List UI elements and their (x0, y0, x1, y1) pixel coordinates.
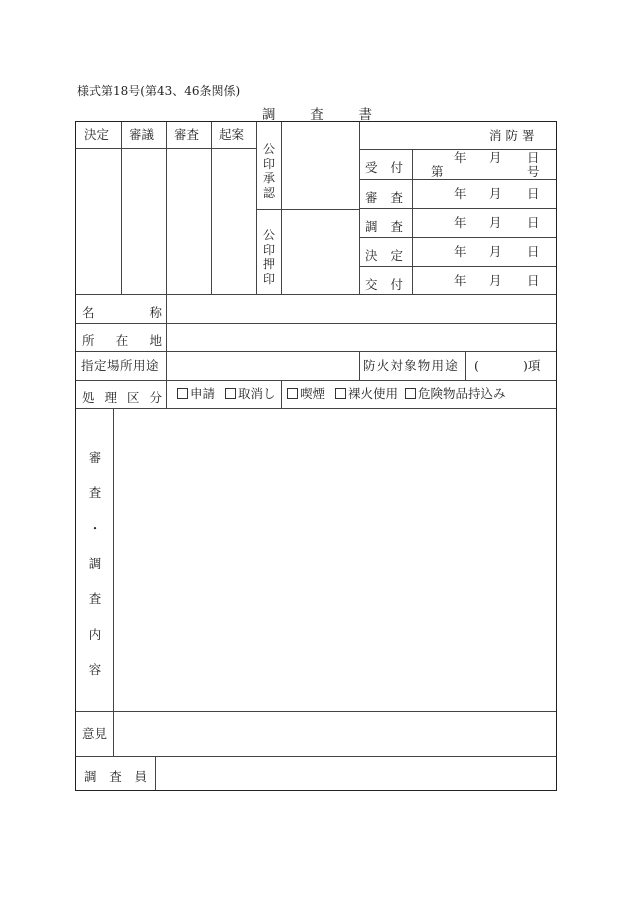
issuance-label: 交 付 (365, 277, 403, 292)
rule (359, 237, 556, 238)
investigation-month: 月 (489, 215, 502, 230)
review-month: 月 (489, 186, 502, 201)
option-smoking[interactable]: 喫煙 (287, 388, 325, 401)
decision-day: 日 (527, 244, 540, 259)
checkbox-icon[interactable] (225, 388, 236, 399)
rule (76, 323, 556, 324)
decision-month: 月 (489, 244, 502, 259)
content-area[interactable] (114, 409, 554, 710)
title-char: 調 (262, 107, 276, 123)
option-hazardous[interactable]: 危険物品持込み (405, 388, 506, 401)
rule (359, 179, 556, 180)
approval-header-deliberation: 審議 (129, 127, 155, 142)
checkbox-icon[interactable] (177, 388, 188, 399)
investigation-label: 調 査 (365, 219, 403, 234)
rule (256, 122, 257, 294)
option-open-fire[interactable]: 裸火使用 (335, 388, 398, 401)
rule (412, 149, 413, 294)
name-label: 名 称 (82, 305, 162, 320)
document-title (262, 103, 372, 123)
location-label: 所 在 地 (82, 333, 162, 348)
investigation-year: 年 (454, 215, 467, 230)
checkbox-icon[interactable] (287, 388, 298, 399)
rule (211, 122, 212, 294)
rule (76, 380, 556, 381)
review-day: 日 (527, 186, 540, 201)
public-approval-label: 公 印 承 認 (262, 142, 275, 200)
item-close-paren: )項 (523, 358, 541, 373)
rule (121, 122, 122, 294)
processing-label: 処 理 区 分 (82, 390, 162, 405)
form-number: 様式第18号(第43、46条関係) (77, 84, 241, 98)
title-char: 査 (310, 107, 324, 123)
public-seal-label: 公 印 押 印 (262, 228, 275, 286)
survey-form-frame (75, 121, 557, 791)
received-year: 年 (454, 150, 467, 165)
approval-header-decision: 決定 (84, 127, 110, 142)
approval-header-review: 審査 (174, 127, 200, 142)
rule (359, 208, 556, 209)
fire-station-label: 消 防 署 (489, 128, 535, 143)
investigator-field[interactable] (156, 757, 554, 789)
rule (256, 209, 359, 210)
issuance-year: 年 (454, 273, 467, 288)
received-month: 月 (489, 150, 502, 165)
issuance-month: 月 (489, 273, 502, 288)
received-number-prefix: 第 (431, 164, 444, 179)
received-day: 日 (527, 150, 540, 165)
decision-label: 決 定 (365, 248, 403, 263)
opinion-area[interactable] (114, 712, 554, 755)
rule (281, 380, 282, 408)
issuance-day: 日 (527, 273, 540, 288)
designated-use-label: 指定場所用途 (81, 358, 160, 373)
rule (281, 122, 282, 294)
item-open-paren: ( (474, 358, 479, 373)
rule (76, 351, 556, 352)
opinion-label: 意見 (82, 726, 108, 741)
investigation-day: 日 (527, 215, 540, 230)
rule (166, 122, 167, 294)
received-number-suffix: 号 (527, 164, 540, 179)
rule (359, 351, 360, 380)
fire-prevention-use-label: 防火対象物用途 (363, 358, 459, 373)
checkbox-icon[interactable] (405, 388, 416, 399)
approval-header-draft: 起案 (219, 127, 245, 142)
review-label: 審 査 (365, 190, 403, 205)
content-label: 審 査 ・ 調 査 内 容 (88, 450, 102, 677)
review-year: 年 (454, 186, 467, 201)
rule (465, 351, 466, 380)
rule (76, 294, 556, 295)
title-char: 書 (358, 107, 372, 123)
received-label: 受 付 (365, 160, 403, 175)
option-application[interactable]: 申請 (177, 388, 215, 401)
option-cancellation[interactable]: 取消し (225, 388, 276, 401)
investigator-label: 調 査 員 (84, 769, 147, 784)
decision-year: 年 (454, 244, 467, 259)
checkbox-icon[interactable] (335, 388, 346, 399)
rule (359, 266, 556, 267)
